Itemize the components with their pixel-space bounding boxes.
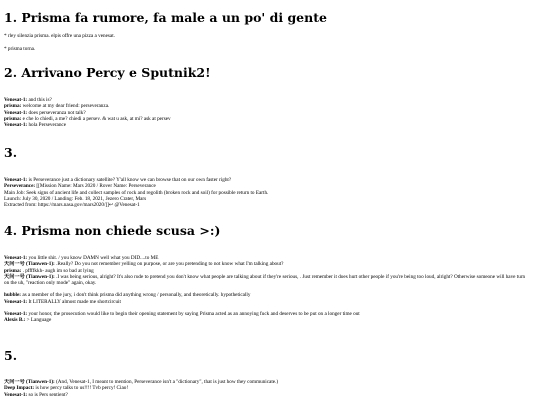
chat-line: 天问一号 (Tianwen-1): .Really? Do you not remember yelling on purpose, or are you pretending to not know what I'm talking about? (4, 261, 284, 268)
section-heading: 5. (4, 348, 18, 363)
chat-line: Venesat-1: you little shit. / you know DAMN well what you DID....to ME (4, 255, 159, 261)
section-5 (4, 348, 536, 398)
chat-line: prisma: welcome at my dear friend: perseveranza. (4, 103, 110, 110)
chat-line: 天问一号 (Tianwen-1): (And, Venesat-1, I meant to mention, Perseverance isn't a "dictionary", that is just how they communicate.) (4, 379, 279, 385)
narration-line: * prisma torna. (4, 46, 36, 53)
section-heading: 3. (4, 145, 18, 160)
section-heading: 1. Prisma fa rumore, fa male a un po' di gente (4, 10, 327, 25)
section-3 (4, 145, 536, 208)
section-heading: 2. Arrivano Percy e Sputnik2! (4, 65, 211, 80)
chat-line: Launch: July 30, 2020 / Landing: Feb. 18, 2021, Jezero Crater, Mars (4, 195, 147, 202)
chat-line: 天问一号 (Tianwen-1): .I was being serious, alright? It's also rude to pretend you don't know what people are talking about if they're serious, . Just remember it does hurt other people if you're being too loud, alright? Otherwise someone will have turn on the uh, "reaction only mode" again, okay. (4, 273, 526, 287)
chat-line: Deep Impact: is how percy talks to us!!!! Tvb percy! Ciao! (4, 385, 129, 392)
chat-line: Venesat-1: so is Pers sentient? (4, 391, 68, 398)
section-1 (4, 10, 536, 53)
narration-line: * rley silenzia prisma. elpis offre una pizza a venesat. (4, 33, 115, 39)
chat-line: prisma: e che lo chiedi, a me? chiedi a persev. & wat u ask, at mi? ask at persev (4, 115, 171, 122)
chat-line: Venesat-1: is Perseverance just a dictionary satellite? Y'all know we can browse that on our own faster right? (4, 177, 232, 183)
section-2 (4, 65, 536, 128)
chat-line: Venesat-1: hola Perseverance (4, 122, 67, 129)
chat-line: Venesat-1: and this is? (4, 97, 52, 103)
chat-line: Venesat-1: does perseveranza not talk? (4, 109, 86, 116)
chat-line: Extracted from: https://mars.nasa.gov/mars2020/]]↩ @Venesat-1 (4, 202, 140, 209)
chat-line: Alexis B.: > Language (4, 317, 52, 324)
chat-line: Main Job: Seek signs of ancient life and collect samples of rock and regolith (broken rock and soil) for possible return to Earth. (4, 189, 269, 196)
chat-line: Venesat-1: It LITERALLY almost made me shortcircuit (4, 298, 121, 305)
chat-line: Venesat-1: your honor, the prosecution would like to begin their opening statement by saying Prisma acted as an annoying fuck and deserves to be put on a longer time out (4, 311, 360, 318)
chat-line: hubble: as a member of the jury, i don't think prisma did anything wrong / personally, and theoretically. hypothetically (4, 292, 251, 299)
section-4 (4, 223, 536, 324)
section-heading: 4. Prisma non chiede scusa >:) (4, 223, 221, 238)
chat-line: prisma: . pffffkkh- augh im so bad at lying (4, 267, 94, 274)
chat-line: Perseverance: [[Mission Name: Mars 2020 / Rover Name: Perseverance (4, 183, 156, 190)
